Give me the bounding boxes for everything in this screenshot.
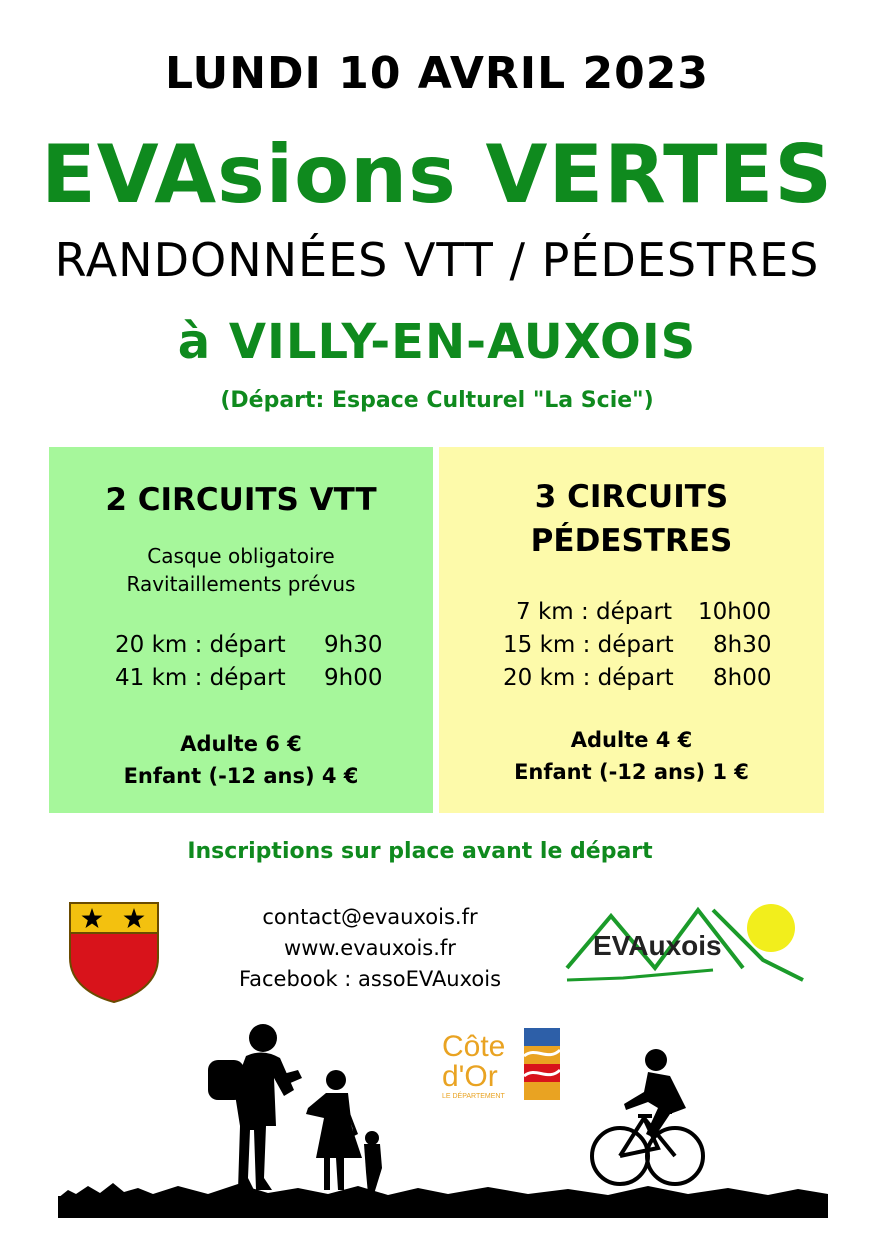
pedestre-circuit-2-distance: 15 km : départ <box>503 632 674 658</box>
vtt-note-supplies: Ravitaillements prévus <box>126 572 356 596</box>
pedestre-circuit-1-time: 10h00 <box>698 599 772 625</box>
contact-email[interactable]: contact@evauxois.fr <box>262 905 478 929</box>
event-title: EVAsions VERTES <box>41 128 833 221</box>
silhouette-illustration <box>58 1018 828 1222</box>
cotedor-tagline: LE DÉPARTEMENT <box>442 1093 505 1100</box>
pedestre-price-adult: Adulte 4 € <box>570 728 693 752</box>
vtt-price-child: Enfant (-12 ans) 4 € <box>123 764 359 788</box>
pedestre-circuit-3-distance: 20 km : départ <box>503 665 674 691</box>
cotedor-line2: d'Or <box>442 1060 498 1093</box>
pedestre-circuit-2-time: 8h30 <box>713 632 772 658</box>
cyclist-icon <box>592 1049 703 1184</box>
vtt-circuit-1-time: 9h30 <box>324 632 383 658</box>
vtt-note-helmet: Casque obligatoire <box>147 544 335 568</box>
vtt-panel <box>49 447 433 813</box>
event-location: à VILLY-EN-AUXOIS <box>177 314 697 370</box>
start-point: (Départ: Espace Culturel "La Scie") <box>220 388 654 413</box>
pedestre-circuit-1-distance: 7 km : départ <box>516 599 672 625</box>
vtt-title: 2 CIRCUITS VTT <box>105 482 377 518</box>
contact-facebook[interactable]: Facebook : assoEVAuxois <box>238 967 502 991</box>
vtt-price-adult: Adulte 6 € <box>180 732 302 756</box>
event-date: LUNDI 10 AVRIL 2023 <box>165 48 709 99</box>
pedestre-title-line1: 3 CIRCUITS <box>534 479 729 515</box>
pedestre-panel <box>439 447 824 813</box>
contact-block <box>200 902 540 995</box>
event-subtitle: RANDONNÉES VTT / PÉDESTRES <box>54 233 820 287</box>
pedestre-price-child: Enfant (-12 ans) 1 € <box>514 760 749 784</box>
hiker-adult-icon <box>208 1024 302 1190</box>
hiker-child-icon <box>306 1070 362 1190</box>
cotedor-line1: Côte <box>442 1030 506 1063</box>
contact-website[interactable]: www.evauxois.fr <box>284 936 456 960</box>
coat-of-arms-icon <box>67 900 161 1008</box>
pedestre-circuit-3-time: 8h00 <box>713 665 772 691</box>
inscription-note: Inscriptions sur place avant le départ <box>187 839 653 864</box>
pedestre-title-line2: PÉDESTRES <box>530 523 733 559</box>
dog-icon <box>364 1131 382 1194</box>
evauxois-logo <box>563 898 813 992</box>
vtt-circuit-1-distance: 20 km : départ <box>115 632 286 658</box>
vtt-circuit-2-distance: 41 km : départ <box>115 665 286 691</box>
evauxois-logo-text: EVAuxois <box>593 930 722 961</box>
vtt-circuit-2-time: 9h00 <box>324 665 383 691</box>
